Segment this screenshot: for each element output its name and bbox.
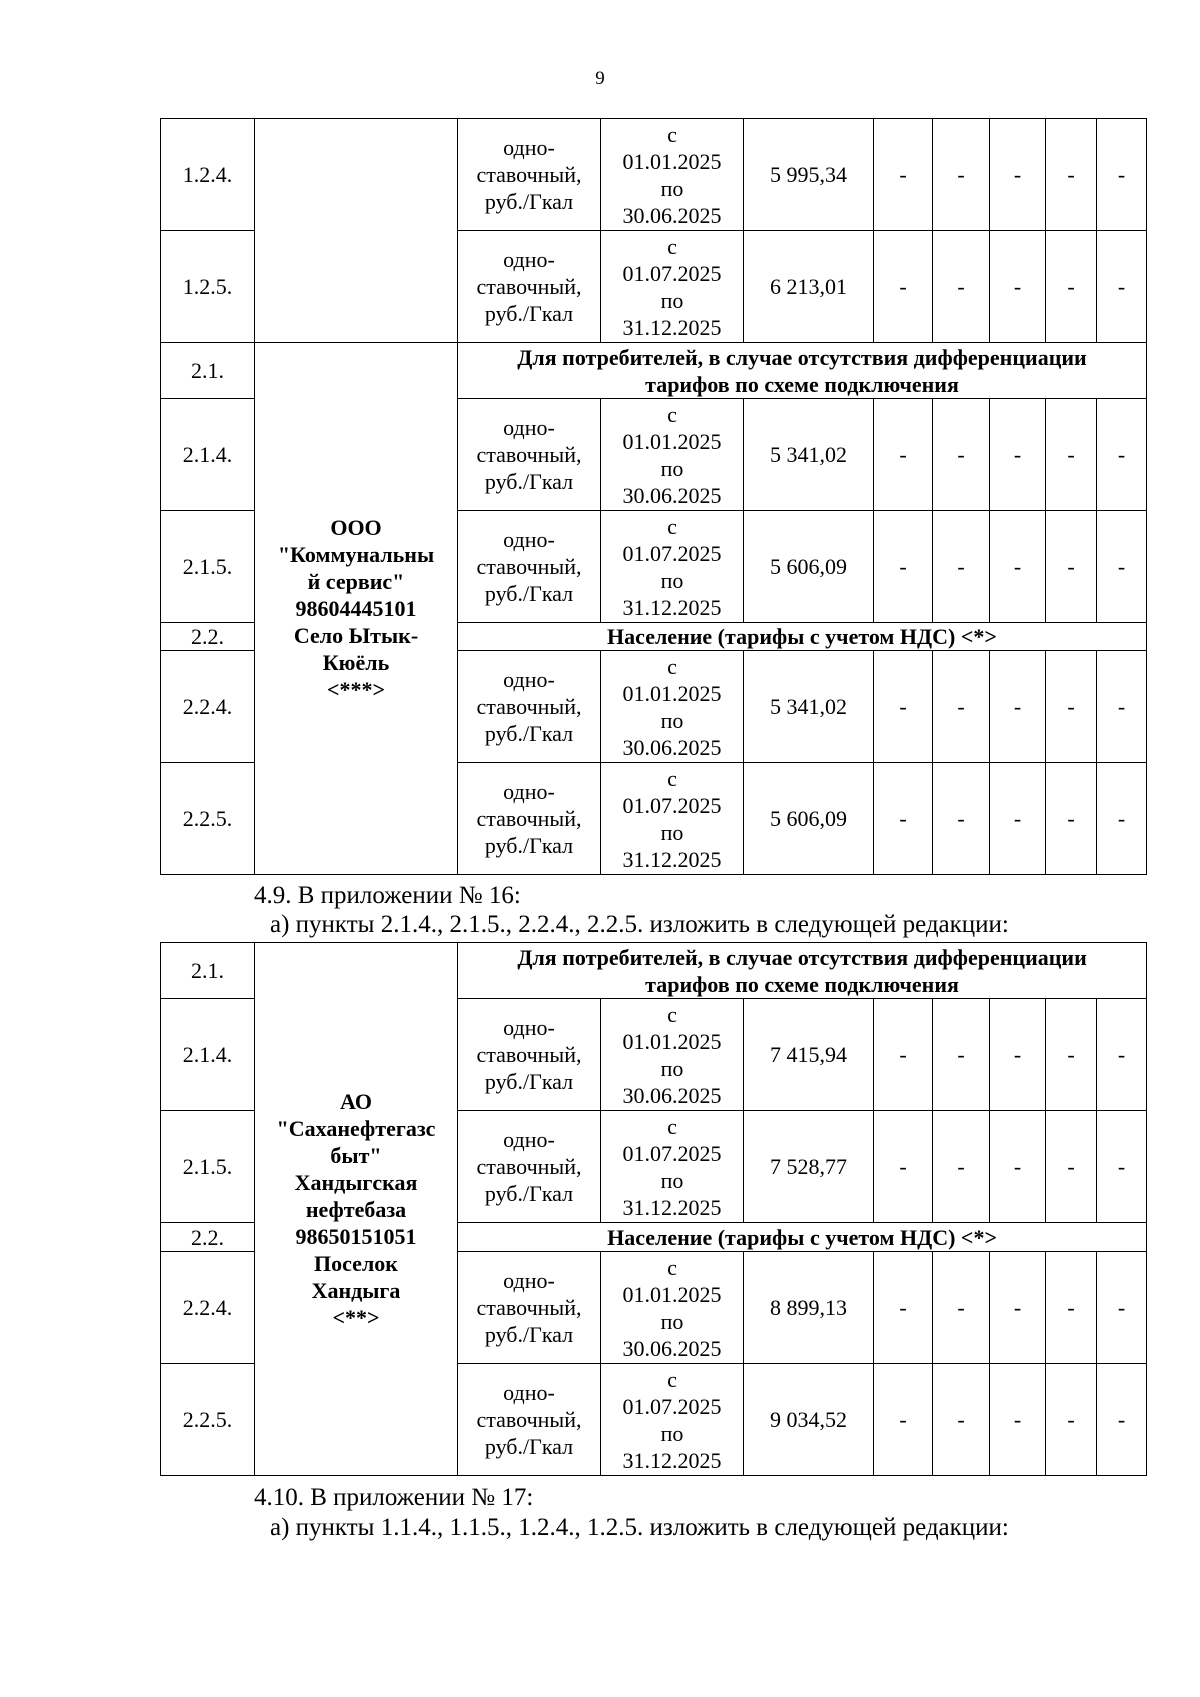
tariff-value: 6 213,01 bbox=[744, 231, 874, 343]
paragraph-4-9: 4.9. В приложении № 16: bbox=[254, 882, 521, 909]
tariff-period: с 01.07.2025 по 31.12.2025 bbox=[601, 511, 744, 623]
tariff-value: 5 341,02 bbox=[744, 651, 874, 763]
empty-value-dash: - bbox=[1097, 231, 1147, 343]
empty-value-dash: - bbox=[933, 1364, 990, 1476]
empty-value-dash: - bbox=[1046, 999, 1097, 1111]
empty-value-dash: - bbox=[990, 763, 1046, 875]
row-code: 2.1.4. bbox=[161, 999, 255, 1111]
empty-value-dash: - bbox=[990, 1364, 1046, 1476]
row-code: 1.2.4. bbox=[161, 119, 255, 231]
paragraph-4-9-a: а) пункты 2.1.4., 2.1.5., 2.2.4., 2.2.5. изложить в следующей редакции: bbox=[270, 911, 1009, 938]
tariff-type: одно- ставочный, руб./Гкал bbox=[458, 1111, 601, 1223]
tariff-period: с 01.01.2025 по 30.06.2025 bbox=[601, 651, 744, 763]
tariff-period: с 01.01.2025 по 30.06.2025 bbox=[601, 399, 744, 511]
empty-value-dash: - bbox=[874, 1111, 933, 1223]
tariff-period: с 01.07.2025 по 31.12.2025 bbox=[601, 1111, 744, 1223]
empty-value-dash: - bbox=[1097, 999, 1147, 1111]
table-row bbox=[161, 119, 1147, 231]
empty-value-dash: - bbox=[990, 399, 1046, 511]
empty-value-dash: - bbox=[874, 119, 933, 231]
empty-value-dash: - bbox=[933, 763, 990, 875]
empty-value-dash: - bbox=[874, 651, 933, 763]
empty-value-dash: - bbox=[1046, 1111, 1097, 1223]
empty-value-dash: - bbox=[874, 763, 933, 875]
empty-value-dash: - bbox=[1046, 119, 1097, 231]
row-code: 1.2.5. bbox=[161, 231, 255, 343]
empty-value-dash: - bbox=[1097, 119, 1147, 231]
empty-value-dash: - bbox=[1046, 763, 1097, 875]
empty-value-dash: - bbox=[933, 231, 990, 343]
tariff-type: одно- ставочный, руб./Гкал bbox=[458, 999, 601, 1111]
tariff-period: с 01.01.2025 по 30.06.2025 bbox=[601, 119, 744, 231]
organization-cell: ООО "Коммунальны й сервис" 98604445101 Село Ытык- Кюёль <***> bbox=[255, 343, 458, 875]
empty-value-dash: - bbox=[874, 511, 933, 623]
empty-value-dash: - bbox=[1097, 763, 1147, 875]
tariff-table-sakhaneftegazsbyt bbox=[160, 942, 1147, 1476]
empty-value-dash: - bbox=[990, 119, 1046, 231]
tariff-type: одно- ставочный, руб./Гкал bbox=[458, 1364, 601, 1476]
tariff-type: одно- ставочный, руб./Гкал bbox=[458, 119, 601, 231]
empty-value-dash: - bbox=[933, 1252, 990, 1364]
row-code: 2.2. bbox=[161, 623, 255, 651]
tariff-value: 8 899,13 bbox=[744, 1252, 874, 1364]
tariff-type: одно- ставочный, руб./Гкал bbox=[458, 763, 601, 875]
tariff-value: 7 528,77 bbox=[744, 1111, 874, 1223]
row-code: 2.1.5. bbox=[161, 511, 255, 623]
tariff-type: одно- ставочный, руб./Гкал bbox=[458, 231, 601, 343]
empty-value-dash: - bbox=[1097, 651, 1147, 763]
empty-value-dash: - bbox=[874, 1252, 933, 1364]
empty-value-dash: - bbox=[990, 1252, 1046, 1364]
tariff-value: 9 034,52 bbox=[744, 1364, 874, 1476]
organization-cell-continued bbox=[255, 119, 458, 343]
empty-value-dash: - bbox=[1046, 399, 1097, 511]
empty-value-dash: - bbox=[1097, 1252, 1147, 1364]
empty-value-dash: - bbox=[1097, 399, 1147, 511]
empty-value-dash: - bbox=[933, 511, 990, 623]
row-code: 2.1.4. bbox=[161, 399, 255, 511]
tariff-type: одно- ставочный, руб./Гкал bbox=[458, 651, 601, 763]
tariff-period: с 01.07.2025 по 31.12.2025 bbox=[601, 231, 744, 343]
empty-value-dash: - bbox=[933, 651, 990, 763]
row-code: 2.2.4. bbox=[161, 651, 255, 763]
row-code: 2.2.5. bbox=[161, 1364, 255, 1476]
table-section-row bbox=[161, 343, 1147, 399]
empty-value-dash: - bbox=[990, 231, 1046, 343]
row-code: 2.2.5. bbox=[161, 763, 255, 875]
tariff-value: 5 606,09 bbox=[744, 763, 874, 875]
empty-value-dash: - bbox=[933, 119, 990, 231]
empty-value-dash: - bbox=[1046, 651, 1097, 763]
row-code: 2.2. bbox=[161, 1223, 255, 1252]
section-header: Для потребителей, в случае отсутствия дифференциации тарифов по схеме подключения bbox=[458, 343, 1147, 399]
section-header: Для потребителей, в случае отсутствия дифференциации тарифов по схеме подключения bbox=[458, 943, 1147, 999]
tariff-value: 7 415,94 bbox=[744, 999, 874, 1111]
row-code: 2.2.4. bbox=[161, 1252, 255, 1364]
empty-value-dash: - bbox=[990, 1111, 1046, 1223]
page-number: 9 bbox=[595, 68, 605, 89]
tariff-type: одно- ставочный, руб./Гкал bbox=[458, 1252, 601, 1364]
section-header: Население (тарифы с учетом НДС) <*> bbox=[458, 623, 1147, 651]
empty-value-dash: - bbox=[1046, 1252, 1097, 1364]
organization-cell: АО "Саханефтегазс быт" Хандыгская нефтебаза 98650151051 Поселок Хандыга <**> bbox=[255, 943, 458, 1476]
empty-value-dash: - bbox=[874, 399, 933, 511]
empty-value-dash: - bbox=[933, 999, 990, 1111]
row-code: 2.1. bbox=[161, 343, 255, 399]
tariff-period: с 01.01.2025 по 30.06.2025 bbox=[601, 1252, 744, 1364]
section-header: Население (тарифы с учетом НДС) <*> bbox=[458, 1223, 1147, 1252]
tariff-type: одно- ставочный, руб./Гкал bbox=[458, 511, 601, 623]
empty-value-dash: - bbox=[874, 999, 933, 1111]
tariff-table-kommunalny-servis bbox=[160, 118, 1147, 875]
row-code: 2.1.5. bbox=[161, 1111, 255, 1223]
paragraph-4-10-a: а) пункты 1.1.4., 1.1.5., 1.2.4., 1.2.5. изложить в следующей редакции: bbox=[270, 1514, 1009, 1541]
empty-value-dash: - bbox=[990, 511, 1046, 623]
empty-value-dash: - bbox=[1046, 1364, 1097, 1476]
row-code: 2.1. bbox=[161, 943, 255, 999]
tariff-period: с 01.07.2025 по 31.12.2025 bbox=[601, 1364, 744, 1476]
table-section-row bbox=[161, 943, 1147, 999]
empty-value-dash: - bbox=[1097, 511, 1147, 623]
empty-value-dash: - bbox=[1097, 1364, 1147, 1476]
empty-value-dash: - bbox=[990, 999, 1046, 1111]
tariff-period: с 01.01.2025 по 30.06.2025 bbox=[601, 999, 744, 1111]
tariff-value: 5 606,09 bbox=[744, 511, 874, 623]
tariff-value: 5 995,34 bbox=[744, 119, 874, 231]
empty-value-dash: - bbox=[874, 231, 933, 343]
empty-value-dash: - bbox=[1097, 1111, 1147, 1223]
empty-value-dash: - bbox=[874, 1364, 933, 1476]
empty-value-dash: - bbox=[933, 399, 990, 511]
tariff-type: одно- ставочный, руб./Гкал bbox=[458, 399, 601, 511]
empty-value-dash: - bbox=[1046, 511, 1097, 623]
tariff-value: 5 341,02 bbox=[744, 399, 874, 511]
paragraph-4-10: 4.10. В приложении № 17: bbox=[254, 1484, 534, 1511]
tariff-period: с 01.07.2025 по 31.12.2025 bbox=[601, 763, 744, 875]
empty-value-dash: - bbox=[990, 651, 1046, 763]
empty-value-dash: - bbox=[933, 1111, 990, 1223]
empty-value-dash: - bbox=[1046, 231, 1097, 343]
